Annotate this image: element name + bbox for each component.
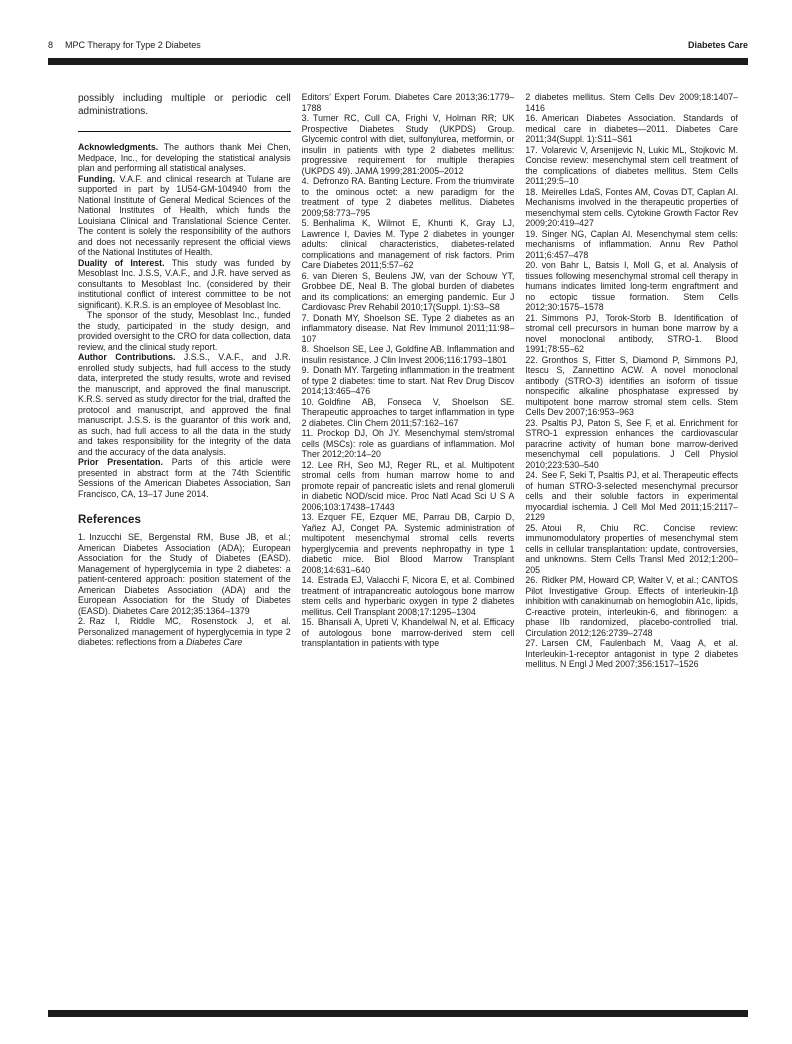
reference-number: 18. [525, 186, 538, 197]
reference-text: Volarevic V, Arsenijevic N, Lukic ML, Stojkovic M. Concise review: mesenchymal stem cell treatment of the complications of diabetes mellitus. Stem Cells 2011;29:5–10 [525, 144, 739, 186]
reference-text: Shoelson SE, Lee J, Goldfine AB. Inflammation and insulin resistance. J Clin Invest 2006;116:1793–1801 [301, 344, 515, 365]
reference-item [525, 638, 738, 670]
reference-item [302, 575, 515, 617]
reference-item [302, 218, 515, 271]
reference-text: Lee RH, Seo MJ, Reger RL, et al. Multipotent stromal cells from human marrow home to and promote repair of pancreatic islets and renal glomeruli in diabetic NOD/scid mice. Proc Natl Acad Sci U S A 2006;103:17438–17443 [301, 459, 515, 512]
page-header [48, 40, 748, 50]
reference-text: Atoui R, Chiu RC. Concise review: immunomodulatory properties of mesenchymal stem cells in cellular transplantation: update, controversies, and unknowns. Stem Cells Transl Med 2012;1:200–205 [525, 522, 739, 575]
reference-text: Simmons PJ, Torok-Storb B. Identification of stromal cell precursors in human bone marrow by a novel monoclonal antibody, STRO-1. Blood 1991;78:55–62 [525, 312, 739, 354]
reference-text: Estrada EJ, Valacchi F, Nicora E, et al. Combined treatment of intrapancreatic autologous bone marrow stem cells and hyperbaric oxygen in type 2 diabetes mellitus. Cell Transplant 2008;17:1295–1304 [301, 575, 515, 617]
note-lead: Funding. [78, 173, 116, 184]
reference-number: 2. [78, 616, 86, 626]
reference-number: 12. [301, 459, 314, 470]
reference-item [302, 460, 515, 513]
reference-text: Ezquer FE, Ezquer ME, Parrau DB, Carpio D, Yañez AJ, Conget PA. Systemic administration of multipotent mesenchymal stromal cells reverts hyperglycemia and prevents nephropathy in type 1 diabetic mice. Biol Blood Marrow Transplant 2008;14:631–640 [301, 512, 515, 575]
bottom-rule [48, 1010, 748, 1017]
reference-text: Turner RC, Cull CA, Frighi V, Holman RR; UK Prospective Diabetes Study (UKPDS) Group. Glycemic control with diet, sulfonylurea, metformin, or insulin in patients with type 2 diabetes mellitus: progressive requirement for multiple therapies (UKPDS 49). JAMA 1999;281:2005–2012 [301, 113, 515, 176]
top-rule [48, 58, 748, 65]
reference-text: Donath MY, Shoelson SE. Type 2 diabetes as an inflammatory disease. Nat Rev Immunol 2011;11:98–107 [301, 312, 515, 344]
note-paragraph: Funding. V.A.F. and clinical research at Tulane are supported in part by 1U54-GM-104940 from the National Institute of General Medical Sciences of the National Institutes of Health, which funds the Louisiana Clinical and Translational Science Center. The content is solely the responsibility of the authors and does not necessarily represent the official views of the National Institutes of Health. [78, 173, 291, 257]
note-paragraph: Duality of Interest. This study was funded by Mesoblast Inc. J.S.S, V.A.F., and J.R. have served as consultants to Mesoblast Inc. (considered by their institutional conflict of interest committee to be not significant). K.R.S. is an employee of Mesoblast Inc. [78, 257, 291, 310]
reference-text: 2 diabetes mellitus. Stem Cells Dev 2009;18:1407–1416 [525, 92, 739, 113]
note-paragraph: Author Contributions. J.S.S., V.A.F., and J.R. enrolled study subjects, had full access to the study data, interpreted the study results, wrote and revised the manuscript, and approved the final manuscript. K.R.S. served as study director for the trial, drafted the protocol and manuscript, and approved the final manuscript. J.S.S. is the guarantor of this work and, as such, had full access to all the data in the study and takes responsibility for the integrity of the data and the accuracy of the data analysis. [78, 352, 291, 457]
reference-item [525, 355, 738, 418]
reference-number: 19. [525, 228, 538, 239]
reference-text: Inzucchi SE, Bergenstal RM, Buse JB, et al.; American Diabetes Association (ADA); European Association for the Study of Diabetes (EASD). Management of hyperglycemia in type 2 diabetes: a patient-centered approach: position statement of the American Diabetes Association (ADA) and the European Association for the Study of Diabetes (EASD). Diabetes Care 2012;35:1364–1379 [78, 532, 291, 616]
reference-number: 7. [301, 312, 310, 323]
column-1 [78, 92, 291, 670]
references-heading: References [78, 514, 142, 526]
reference-number: 1. [78, 532, 86, 542]
reference-text-italic: Diabetes Care [186, 637, 243, 647]
column-2 [302, 92, 515, 670]
reference-number: 9. [301, 365, 310, 375]
note-lead: Duality of Interest. [78, 257, 165, 268]
running-title: MPC Therapy for Type 2 Diabetes [65, 40, 201, 50]
reference-text: Meirelles LdaS, Fontes AM, Covas DT, Caplan AI. Mechanisms involved in the therapeutic properties of mesenchymal stem cells. Cytokine Growth Factor Rev 2009;20:419–427 [525, 186, 739, 228]
reference-number: 4. [301, 176, 310, 186]
reference-number: 25. [525, 522, 538, 533]
reference-item [525, 187, 738, 229]
reference-number: 5. [301, 218, 310, 228]
note-lead: Acknowledgments. [78, 142, 159, 152]
reference-text: Bhansali A, Upreti V, Khandelwal N, et al. Efficacy of autologous bone marrow-derived stem cell transplantation in patients with type [301, 617, 515, 648]
reference-text: van Dieren S, Beulens JW, van der Schouw YT, Grobbee DE, Neal B. The global burden of diabetes and its complications: an emerging pandemic. Eur J Cardiovasc Prev Rehabil 2010;17(Suppl. 1):S3–S8 [301, 270, 515, 312]
reference-item [525, 113, 738, 145]
reference-number: 20. [525, 260, 538, 270]
reference-number: 21. [525, 312, 538, 323]
closing-paragraph: possibly including multiple or periodic cell administrations. [78, 93, 291, 117]
reference-text: Larsen CM, Faulenbach M, Vaag A, et al. Interleukin-1-receptor antagonist in type 2 diabetes mellitus. N Engl J Med 2007;356:1517–1526 [525, 638, 739, 669]
reference-number: 15. [301, 617, 314, 627]
reference-item [302, 397, 515, 429]
note-paragraph: The sponsor of the study, Mesoblast Inc., funded the study, participated in the study design, and provided oversight to the CRO for data collection, data review, and the clinical study report. [78, 310, 291, 352]
reference-text: Prockop DJ, Oh JY. Mesenchymal stem/stromal cells (MSCs): role as guardians of inflammation. Mol Ther 2012;20:14–20 [301, 428, 515, 459]
reference-item [302, 512, 515, 575]
reference-number: 10. [301, 396, 314, 407]
reference-item [302, 344, 515, 365]
reference-item [525, 523, 738, 576]
reference-item [525, 418, 738, 471]
reference-number: 11. [301, 428, 314, 438]
page-number: 8 [48, 40, 54, 50]
reference-number: 6. [301, 270, 310, 281]
references-list-col3 [525, 92, 738, 670]
reference-text: Ridker PM, Howard CP, Walter V, et al.; CANTOS Pilot Investigative Group. Effects of interleukin-1β inhibition with canakinumab on hemoglobin A1c, lipids, C-reactive protein, interleukin-6, and fibrinogen: a phase IIb randomized, placebo-controlled trial. Circulation 2012;126:2739–2748 [525, 575, 739, 638]
reference-item [302, 428, 515, 460]
reference-item [525, 470, 738, 523]
reference-item [302, 113, 515, 176]
reference-number: 27. [525, 638, 538, 648]
reference-text: Goldfine AB, Fonseca V, Shoelson SE. Therapeutic approaches to target inflammation in type 2 diabetes. Clin Chem 2011;57:162–167 [301, 396, 515, 428]
reference-item [302, 92, 515, 113]
reference-number: 22. [525, 354, 538, 365]
references-list-col1 [78, 532, 291, 648]
note-paragraph: Prior Presentation. Parts of this article were presented in abstract form at the 74th Scientific Sessions of the American Diabetes Association, San Francisco, CA, 13–17 June 2014. [78, 457, 291, 499]
reference-item [302, 365, 515, 397]
reference-text: Gronthos S, Fitter S, Diamond P, Simmons PJ, Itescu S, Zannettino ACW. A novel monoclonal antibody (STRO-3) identifies an isoform of tissue nonspecific alkaline phosphatase expressed by multipotent bone marrow stromal stem cells. Stem Cells Dev 2007;16:953–963 [525, 354, 739, 417]
reference-text: American Diabetes Association. Standards of medical care in diabetes—2011. Diabetes Care 2011;34(Suppl. 1):S11–S61 [525, 113, 739, 144]
reference-text: Defronzo RA. Banting Lecture. From the triumvirate to the ominous octet: a new paradigm for the treatment of type 2 diabetes mellitus. Diabetes 2009;58:773–795 [301, 176, 515, 218]
reference-number: 24. [525, 470, 538, 480]
header-left [48, 40, 201, 50]
reference-text: Raz I, Riddle MC, Rosenstock J, et al. Personalized management of hyperglycemia in type 2 diabetes: reflections from a [78, 616, 291, 647]
back-matter-notes [78, 142, 291, 499]
reference-item [525, 229, 738, 261]
reference-item [302, 313, 515, 345]
reference-text: See F, Seki T, Psaltis PJ, et al. Therapeutic effects of human STRO-3-selected mesenchymal precursor cells and their soluble factors in experimental myocardial ischemia. J Cell Mol Med 2011;15:2117–2129 [525, 470, 739, 522]
reference-text: von Bahr L, Batsis I, Moll G, et al. Analysis of tissues following mesenchymal stromal cell therapy in humans indicates limited long-term engraftment and no ectopic tissue formation. Stem Cells 2012;30:1575–1578 [525, 260, 739, 312]
reference-text: Editors’ Expert Forum. Diabetes Care 2013;36:1779–1788 [301, 92, 515, 113]
reference-number: 3. [301, 113, 310, 123]
reference-text: Donath MY. Targeting inflammation in the treatment of type 2 diabetes: time to start. Nat Rev Drug Discov 2014;13:465–476 [301, 365, 515, 396]
journal-name: Diabetes Care [687, 40, 748, 50]
note-lead: Author Contributions. [78, 352, 176, 362]
note-lead: Prior Presentation. [78, 457, 163, 467]
reference-item [525, 575, 738, 638]
reference-text: Psaltis PJ, Paton S, See F, et al. Enrichment for STRO-1 expression enhances the cardiovascular paracrine activity of human bone marrow-derived mesenchymal cell populations. J Cell Physiol 2010;223:530–540 [525, 417, 739, 470]
reference-item [525, 313, 738, 355]
reference-number: 14. [301, 575, 314, 585]
reference-number: 16. [525, 113, 538, 123]
reference-number: 17. [525, 144, 538, 155]
reference-item [78, 532, 291, 616]
reference-item [525, 260, 738, 313]
reference-text: Benhalima K, Wilmot E, Khunti K, Gray LJ, Lawrence I, Davies M. Type 2 diabetes in younger adults: clinical characteristics, diabetes-related complications and management of risk factors. Prim Care Diabetes 2011;5:57–62 [301, 218, 515, 270]
reference-number: 13. [301, 512, 314, 522]
reference-item [302, 617, 515, 649]
section-divider [78, 131, 291, 132]
note-paragraph: Acknowledgments. The authors thank Mei Chen, Medpace, Inc., for developing the statistical analysis plan and performing all statistical analyses. [78, 142, 291, 173]
content-columns [78, 92, 738, 670]
reference-item [525, 145, 738, 187]
reference-number: 23. [525, 417, 538, 428]
reference-text: Singer NG, Caplan AI. Mesenchymal stem cells: mechanisms of inflammation. Annu Rev Pathol 2011;6:457–478 [525, 228, 739, 260]
references-list-col2 [302, 92, 515, 649]
reference-item [525, 92, 738, 113]
column-3 [525, 92, 738, 670]
reference-number: 8. [301, 344, 310, 354]
reference-item [78, 616, 291, 648]
reference-item [302, 271, 515, 313]
reference-item [302, 176, 515, 218]
reference-number: 26. [525, 575, 538, 585]
